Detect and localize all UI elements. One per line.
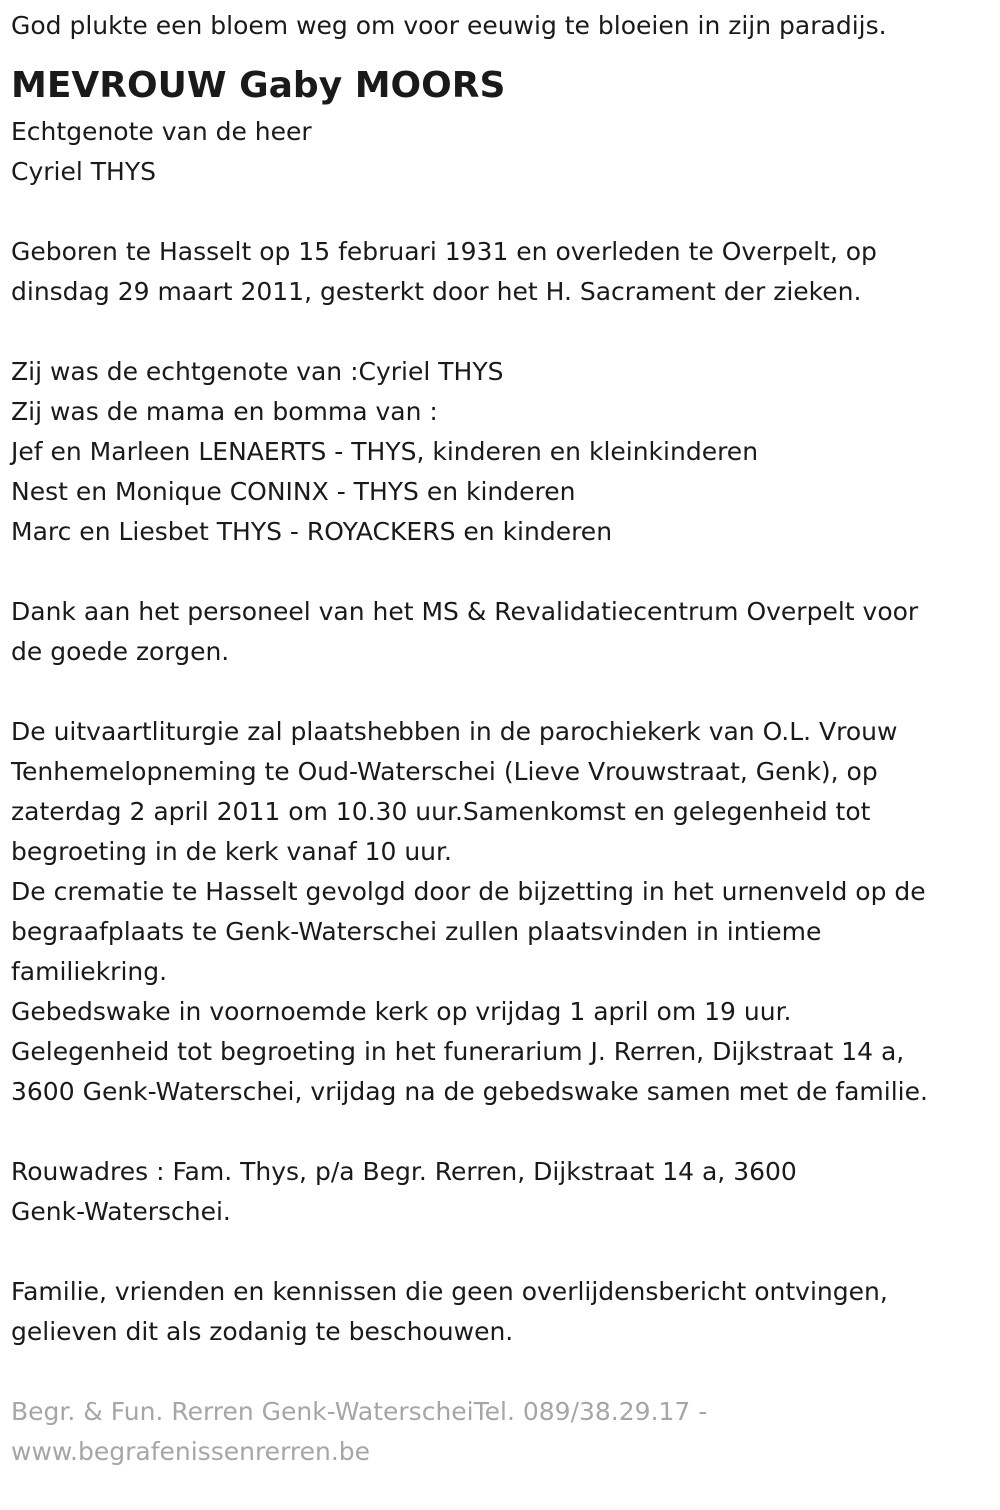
family-line: Jef en Marleen LENAERTS - THYS, kinderen en kleinkinderen [11, 437, 759, 466]
family-line: Zij was de mama en bomma van : [11, 397, 438, 426]
family-line: Marc en Liesbet THYS - ROYACKERS en kinderen [11, 517, 613, 546]
spouse-line: Echtgenote van de heer [11, 117, 312, 146]
deceased-name: MEVROUW Gaby MOORS [11, 65, 506, 106]
thanks-line: Dank aan het personeel van het MS & Revalidatiecentrum Overpelt voor [11, 597, 919, 626]
notice-block [11, 1272, 991, 1352]
ceremony-line: Tenhemelopneming te Oud-Waterschei (Lieve Vrouwstraat, Genk), op [11, 757, 878, 786]
ceremony-line: De crematie te Hasselt gevolgd door de bijzetting in het urnenveld op de [11, 877, 926, 906]
funeral-home-footer [11, 1392, 991, 1472]
paragraph-gap [11, 1112, 991, 1152]
family-block [11, 352, 991, 552]
birth-death-block [11, 232, 991, 312]
spouse-line: Cyriel THYS [11, 157, 156, 186]
ceremony-line: begraafplaats te Genk-Waterschei zullen plaatsvinden in intieme [11, 917, 822, 946]
ceremony-line: begroeting in de kerk vanaf 10 uur. [11, 837, 452, 866]
paragraph-gap [11, 552, 991, 592]
ceremony-line: zaterdag 2 april 2011 om 10.30 uur.Samenkomst en gelegenheid tot [11, 797, 871, 826]
obituary-document [11, 6, 991, 1472]
ceremony-line: 3600 Genk-Waterschei, vrijdag na de gebedswake samen met de familie. [11, 1077, 928, 1106]
intro-quote: God plukte een bloem weg om voor eeuwig te bloeien in zijn paradijs. [11, 11, 887, 40]
ceremony-block [11, 712, 991, 1112]
paragraph-gap [11, 672, 991, 712]
paragraph-gap [11, 1352, 991, 1392]
notice-line: gelieven dit als zodanig te beschouwen. [11, 1317, 514, 1346]
thanks-block [11, 592, 991, 672]
family-line: Nest en Monique CONINX - THYS en kinderen [11, 477, 576, 506]
ceremony-line: De uitvaartliturgie zal plaatshebben in de parochiekerk van O.L. Vrouw [11, 717, 898, 746]
thanks-line: de goede zorgen. [11, 637, 230, 666]
notice-line: Familie, vrienden en kennissen die geen overlijdensbericht ontvingen, [11, 1277, 888, 1306]
ceremony-line: familiekring. [11, 957, 168, 986]
spouse-block [11, 112, 991, 192]
paragraph-gap [11, 312, 991, 352]
address-line: Rouwadres : Fam. Thys, p/a Begr. Rerren, Dijkstraat 14 a, 3600 [11, 1157, 797, 1186]
birth-death-line: dinsdag 29 maart 2011, gesterkt door het H. Sacrament der zieken. [11, 277, 862, 306]
footer-line: Begr. & Fun. Rerren Genk-WaterscheiTel. 089/38.29.17 - [11, 1397, 708, 1426]
family-line: Zij was de echtgenote van :Cyriel THYS [11, 357, 504, 386]
address-block [11, 1152, 991, 1232]
footer-website: www.begrafenissenrerren.be [11, 1437, 371, 1466]
ceremony-line: Gebedswake in voornoemde kerk op vrijdag 1 april om 19 uur. [11, 997, 792, 1026]
ceremony-line: Gelegenheid tot begroeting in het funerarium J. Rerren, Dijkstraat 14 a, [11, 1037, 905, 1066]
paragraph-gap [11, 192, 991, 232]
address-line: Genk-Waterschei. [11, 1197, 231, 1226]
birth-death-line: Geboren te Hasselt op 15 februari 1931 en overleden te Overpelt, op [11, 237, 877, 266]
paragraph-gap [11, 1232, 991, 1272]
